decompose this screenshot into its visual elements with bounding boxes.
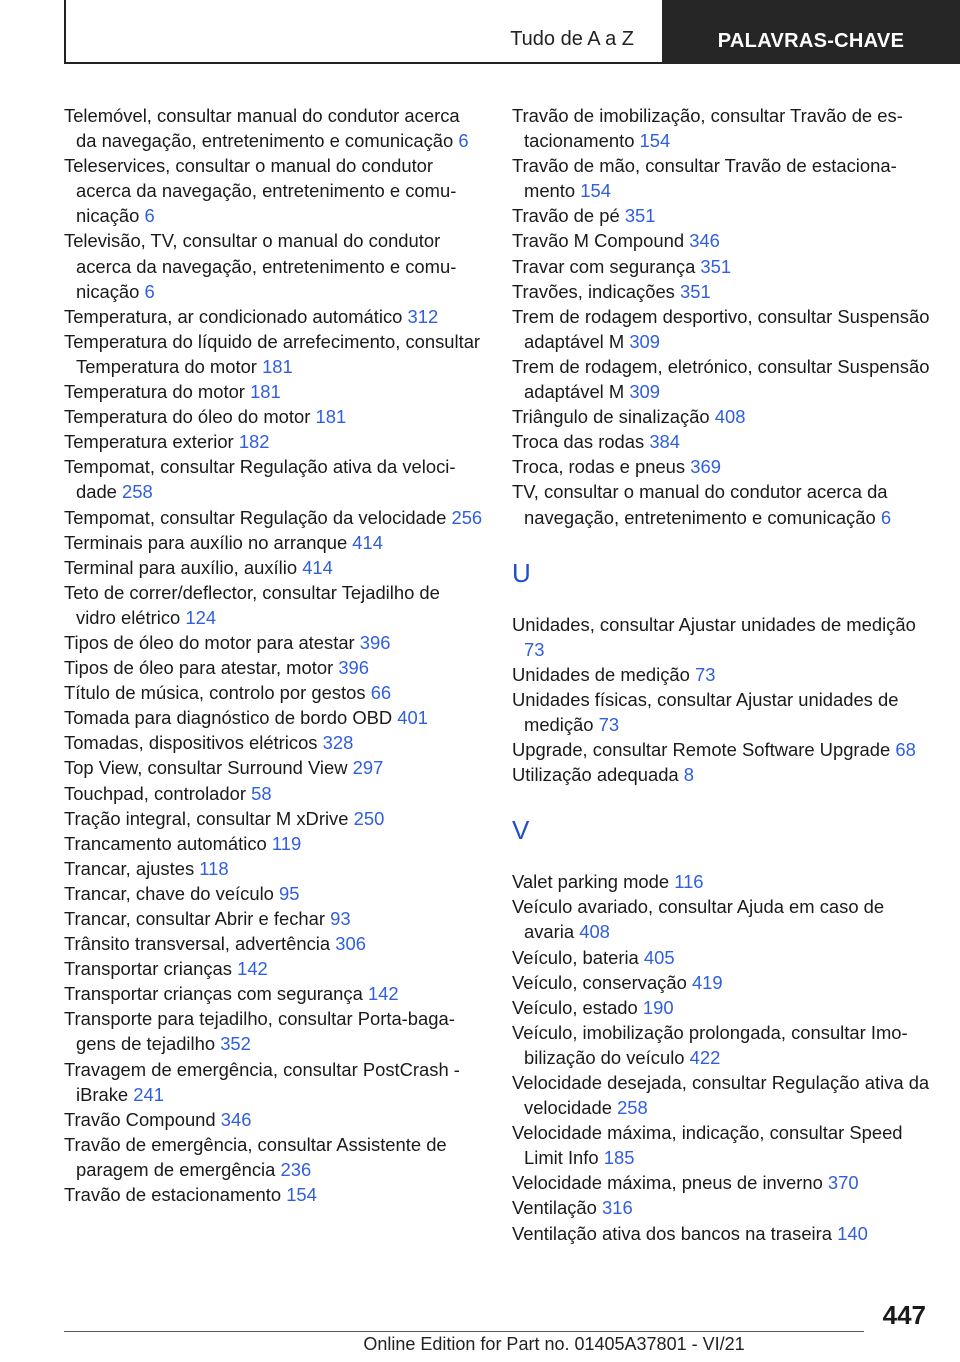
page-reference-link[interactable]: 408	[714, 406, 746, 428]
page-reference-link[interactable]: 312	[407, 305, 439, 327]
index-entry	[64, 1057, 484, 1107]
index-entry	[64, 881, 484, 906]
page-reference-link[interactable]: 241	[133, 1083, 164, 1105]
index-entry-text: Tipos de óleo para atestar, motor	[64, 657, 334, 679]
page-reference-link[interactable]: 66	[370, 682, 392, 704]
index-entry	[64, 103, 484, 153]
index-entry-text: Temperatura do óleo do motor	[64, 406, 311, 428]
index-entry	[64, 856, 484, 881]
index-entry	[512, 1070, 932, 1120]
index-column-right	[512, 103, 932, 1246]
index-entry-text: Troca das rodas	[512, 431, 645, 453]
index-entry-text: Veículo, imobilização prolongada, consultar Imobilização do veículo	[512, 1021, 908, 1068]
index-entry-text: TV, consultar o manual do condutor acerca da navegação, entretenimento e comunicação	[512, 481, 888, 528]
index-entry-text: Velocidade máxima, indicação, consultar Speed Limit Info	[512, 1122, 903, 1169]
index-entry-text: Título de música, controlo por gestos	[64, 682, 366, 704]
index-entry	[512, 970, 932, 995]
index-entry-text: Unidades de medição	[512, 663, 690, 685]
index-entry	[512, 429, 932, 454]
index-entry	[64, 505, 484, 530]
index-entry	[64, 429, 484, 454]
index-entry	[64, 1107, 484, 1132]
page-reference-link[interactable]: 140	[837, 1222, 868, 1244]
page-reference-link[interactable]: 309	[629, 330, 661, 352]
page-reference-link[interactable]: 124	[185, 606, 217, 628]
index-entry	[64, 705, 484, 730]
page-reference-link[interactable]: 181	[315, 406, 347, 428]
page-reference-link[interactable]: 408	[579, 921, 610, 943]
index-entry-text: Teto de correr/deflector, consultar Tejadilho de vidro elétrico	[64, 581, 440, 628]
index-entry	[512, 1120, 932, 1170]
index-entry	[64, 680, 484, 705]
page-reference-link[interactable]: 185	[603, 1147, 635, 1169]
index-entry-text: Travão Compound	[64, 1108, 216, 1130]
index-entry-text: Temperatura do líquido de arrefecimento, consultar Temperatura do motor	[64, 330, 481, 377]
index-entry	[64, 831, 484, 856]
page-reference-link[interactable]: 154	[286, 1184, 317, 1206]
left-entries	[64, 103, 484, 1207]
index-entry	[512, 153, 932, 203]
page-reference-link[interactable]: 118	[199, 857, 229, 879]
index-entry	[64, 630, 484, 655]
index-entry	[64, 755, 484, 780]
index-entry	[512, 279, 932, 304]
index-entry	[512, 894, 932, 944]
index-entry-text: Ventilação	[512, 1197, 597, 1219]
page-reference-link[interactable]: 351	[624, 205, 656, 227]
v-entries	[512, 869, 932, 1245]
index-entry-text: Trânsito transversal, advertência	[64, 933, 331, 955]
page-reference-link[interactable]: 68	[895, 739, 916, 761]
index-entry-text: Touchpad, controlador	[64, 782, 246, 804]
index-entry	[512, 995, 932, 1020]
index-entry	[512, 479, 932, 529]
index-entry	[64, 379, 484, 404]
page-reference-link[interactable]: 258	[122, 481, 153, 503]
page-reference-link[interactable]: 6	[880, 506, 892, 528]
index-entry-text: Tempomat, consultar Regulação da velocidade	[64, 506, 447, 528]
index-entry	[512, 662, 932, 687]
page-reference-link[interactable]: 352	[220, 1033, 251, 1055]
page-reference-link[interactable]: 116	[674, 871, 704, 893]
index-entry-text: Travagem de emergência, consultar PostCrash - iBrake	[64, 1058, 460, 1105]
page-reference-link[interactable]: 346	[220, 1108, 252, 1130]
index-entry-text: Tempomat, consultar Regulação ativa da velocidade	[64, 456, 456, 503]
index-entry-text: Travar com segurança	[512, 255, 696, 277]
page-reference-link[interactable]: 142	[367, 983, 399, 1005]
index-entry	[512, 945, 932, 970]
index-entry-text: Trancar, ajustes	[64, 857, 195, 879]
page-reference-link[interactable]: 182	[238, 431, 270, 453]
page-reference-link[interactable]: 384	[649, 431, 681, 453]
page-reference-link[interactable]: 419	[691, 971, 723, 993]
page-reference-link[interactable]: 422	[689, 1046, 721, 1068]
index-entry-text: Temperatura do motor	[64, 381, 245, 403]
page-reference-link[interactable]: 58	[251, 782, 272, 804]
page-reference-link[interactable]: 73	[524, 638, 545, 660]
page-reference-link[interactable]: 316	[602, 1197, 633, 1219]
page-reference-link[interactable]: 154	[639, 130, 671, 152]
index-entry	[512, 228, 932, 253]
index-entry-text: Unidades físicas, consultar Ajustar unidades de medição	[512, 688, 899, 735]
page-reference-link[interactable]: 6	[144, 205, 155, 227]
index-entry-text: Travão de estacionamento	[64, 1184, 282, 1206]
index-entry-text: Transportar crianças com segurança	[64, 983, 363, 1005]
page-reference-link[interactable]: 73	[695, 663, 716, 685]
index-entry-text: Tomadas, dispositivos elétricos	[64, 732, 318, 754]
page-reference-link[interactable]: 256	[451, 506, 483, 528]
index-entry	[64, 906, 484, 931]
index-entry-text: Transportar crianças	[64, 958, 232, 980]
index-entry	[512, 612, 932, 662]
page-reference-link[interactable]: 250	[353, 807, 385, 829]
index-entry	[64, 580, 484, 630]
index-entry-text: Triângulo de sinalização	[512, 406, 710, 428]
page-reference-link[interactable]: 93	[330, 908, 351, 929]
index-entry-text: Veículo, estado	[512, 996, 638, 1018]
index-entry-text: Trancamento automático	[64, 832, 267, 854]
page-number: 447	[882, 1300, 926, 1330]
page-reference-link[interactable]: 73	[598, 713, 620, 735]
index-entry-text: Ventilação ativa dos bancos na traseira	[512, 1222, 832, 1244]
page-reference-link[interactable]: 401	[397, 707, 428, 729]
index-entry-text: Valet parking mode	[512, 871, 670, 893]
index-entry	[64, 956, 484, 981]
letter-heading-v: V	[512, 815, 530, 846]
index-entry-text: Tipos de óleo do motor para atestar	[64, 631, 355, 653]
page-reference-link[interactable]: 236	[280, 1158, 312, 1180]
page-reference-link[interactable]: 309	[629, 381, 661, 403]
footer-edition-text: Online Edition for Part no. 01405A37801 - VI/21	[363, 1334, 745, 1354]
index-entry-text: Temperatura exterior	[64, 431, 234, 453]
index-entry	[64, 655, 484, 680]
index-entry-text: Tomada para diagnóstico de bordo OBD	[64, 707, 393, 729]
index-entry-text: Troca, rodas e pneus	[512, 456, 686, 478]
index-entry-text: Teleservices, consultar o manual do condutor acerca da navegação, entretenimento e comunicação	[64, 155, 457, 227]
index-entry	[512, 1170, 932, 1195]
index-entry-text: Velocidade desejada, consultar Regulação ativa da velocidade	[512, 1072, 930, 1119]
index-entry-text: Trem de rodagem, eletrónico, consultar Suspensão adaptável M	[512, 355, 930, 403]
page-reference-link[interactable]: 258	[617, 1097, 648, 1119]
index-entry-text: Top View, consultar Surround View	[64, 757, 348, 779]
index-entry-text: Terminais para auxílio no arranque	[64, 531, 348, 553]
index-entry	[512, 1195, 932, 1220]
page-reference-link[interactable]: 95	[279, 882, 300, 904]
page-reference-link[interactable]: 142	[237, 958, 268, 980]
footer-rule	[64, 1331, 864, 1332]
index-entry	[512, 203, 932, 228]
index-entry-text: Trem de rodagem desportivo, consultar Suspensão adaptável M	[512, 305, 930, 352]
index-entry	[64, 329, 484, 379]
page-reference-link[interactable]: 351	[680, 280, 711, 302]
index-entry-text: Travão de imobilização, consultar Travão de estacionamento	[512, 105, 903, 152]
index-entry	[512, 454, 932, 479]
index-entry-text: Travões, indicações	[512, 280, 675, 302]
index-entry	[64, 931, 484, 956]
index-entry-text: Unidades, consultar Ajustar unidades de medição	[512, 613, 916, 635]
footer-edition	[0, 1334, 960, 1355]
page-reference-link[interactable]: 405	[643, 946, 675, 968]
index-entry	[512, 1020, 932, 1070]
section-title: Tudo de A a Z	[510, 28, 634, 50]
page-reference-link[interactable]: 6	[458, 130, 469, 152]
index-entry	[64, 730, 484, 755]
index-entry	[512, 687, 932, 737]
index-entry-text: Upgrade, consultar Remote Software Upgrade	[512, 739, 891, 761]
index-entry-text: Travão de mão, consultar Travão de estacionamento	[512, 155, 897, 202]
index-entry-text: Veículo, bateria	[512, 946, 639, 968]
index-entry-text: Trancar, chave do veículo	[64, 882, 274, 904]
index-entry	[64, 555, 484, 580]
index-entry-text: Tração integral, consultar M xDrive	[64, 807, 349, 829]
index-entry	[64, 1132, 484, 1182]
page-reference-link[interactable]: 414	[352, 531, 383, 553]
index-entry-text: Veículo avariado, consultar Ajuda em caso de avaria	[512, 896, 885, 943]
page-reference-link[interactable]: 414	[302, 556, 333, 578]
page-reference-link[interactable]: 396	[338, 657, 370, 679]
letter-heading-u: U	[512, 557, 531, 588]
page-reference-link[interactable]: 370	[827, 1172, 859, 1194]
page-reference-link[interactable]: 181	[250, 381, 281, 403]
index-entry	[64, 981, 484, 1006]
index-entry	[64, 781, 484, 806]
index-entry	[64, 530, 484, 555]
index-entry-text: Travão de pé	[512, 205, 620, 227]
index-entry	[512, 254, 932, 279]
page-reference-link[interactable]: 119	[271, 832, 302, 854]
page-reference-link[interactable]: 346	[689, 230, 720, 252]
page-reference-link[interactable]: 154	[580, 180, 611, 202]
page-reference-link[interactable]: 306	[335, 933, 366, 955]
index-entry	[512, 737, 932, 762]
index-entry-text: Utilização adequada	[512, 764, 679, 786]
chapter-tab: PALAVRAS-CHAVE	[662, 0, 960, 64]
index-entry-text: Veículo, conservação	[512, 971, 687, 993]
page-reference-link[interactable]: 369	[690, 456, 721, 478]
index-entry	[64, 228, 484, 303]
index-entry	[64, 404, 484, 429]
index-entry	[512, 762, 932, 787]
page-reference-link[interactable]: 190	[642, 996, 674, 1018]
index-entry	[64, 153, 484, 228]
page-reference-link[interactable]: 181	[262, 355, 293, 377]
page-reference-link[interactable]: 297	[352, 757, 384, 779]
index-entry	[512, 404, 932, 429]
index-entry	[64, 304, 484, 329]
page-reference-link[interactable]: 6	[144, 280, 155, 302]
index-entry-text: Travão M Compound	[512, 230, 685, 252]
page-reference-link[interactable]: 328	[322, 732, 354, 754]
index-entry-text: Temperatura, ar condicionado automático	[64, 305, 403, 327]
index-entry	[64, 806, 484, 831]
page-reference-link[interactable]: 8	[683, 764, 695, 786]
index-entry	[512, 103, 932, 153]
index-entry-text: Transporte para tejadilho, consultar Porta-bagagens de tejadilho	[64, 1008, 455, 1055]
index-entry-text: Terminal para auxílio, auxílio	[64, 556, 298, 578]
index-entry	[64, 454, 484, 504]
index-entry	[64, 1182, 484, 1207]
index-entry	[512, 869, 932, 894]
index-entry-text: Travão de emergência, consultar Assistente de paragem de emergência	[64, 1133, 447, 1180]
index-column-left	[64, 103, 484, 1207]
index-entry-text: Televisão, TV, consultar o manual do condutor acerca da navegação, entretenimento e comunicação	[64, 230, 457, 302]
index-entry-text: Velocidade máxima, pneus de inverno	[512, 1172, 823, 1194]
index-entry	[512, 304, 932, 354]
page-reference-link[interactable]: 351	[700, 255, 732, 277]
index-entry-text: Trancar, consultar Abrir e fechar	[64, 908, 325, 929]
t-entries	[512, 103, 932, 530]
index-entry-text: Telemóvel, consultar manual do condutor acerca da navegação, entretenimento e comunicação	[64, 105, 460, 152]
index-entry	[512, 1221, 932, 1246]
page-reference-link[interactable]: 396	[359, 631, 391, 653]
index-entry	[512, 354, 932, 404]
index-entry	[64, 1006, 484, 1056]
u-entries	[512, 612, 932, 788]
